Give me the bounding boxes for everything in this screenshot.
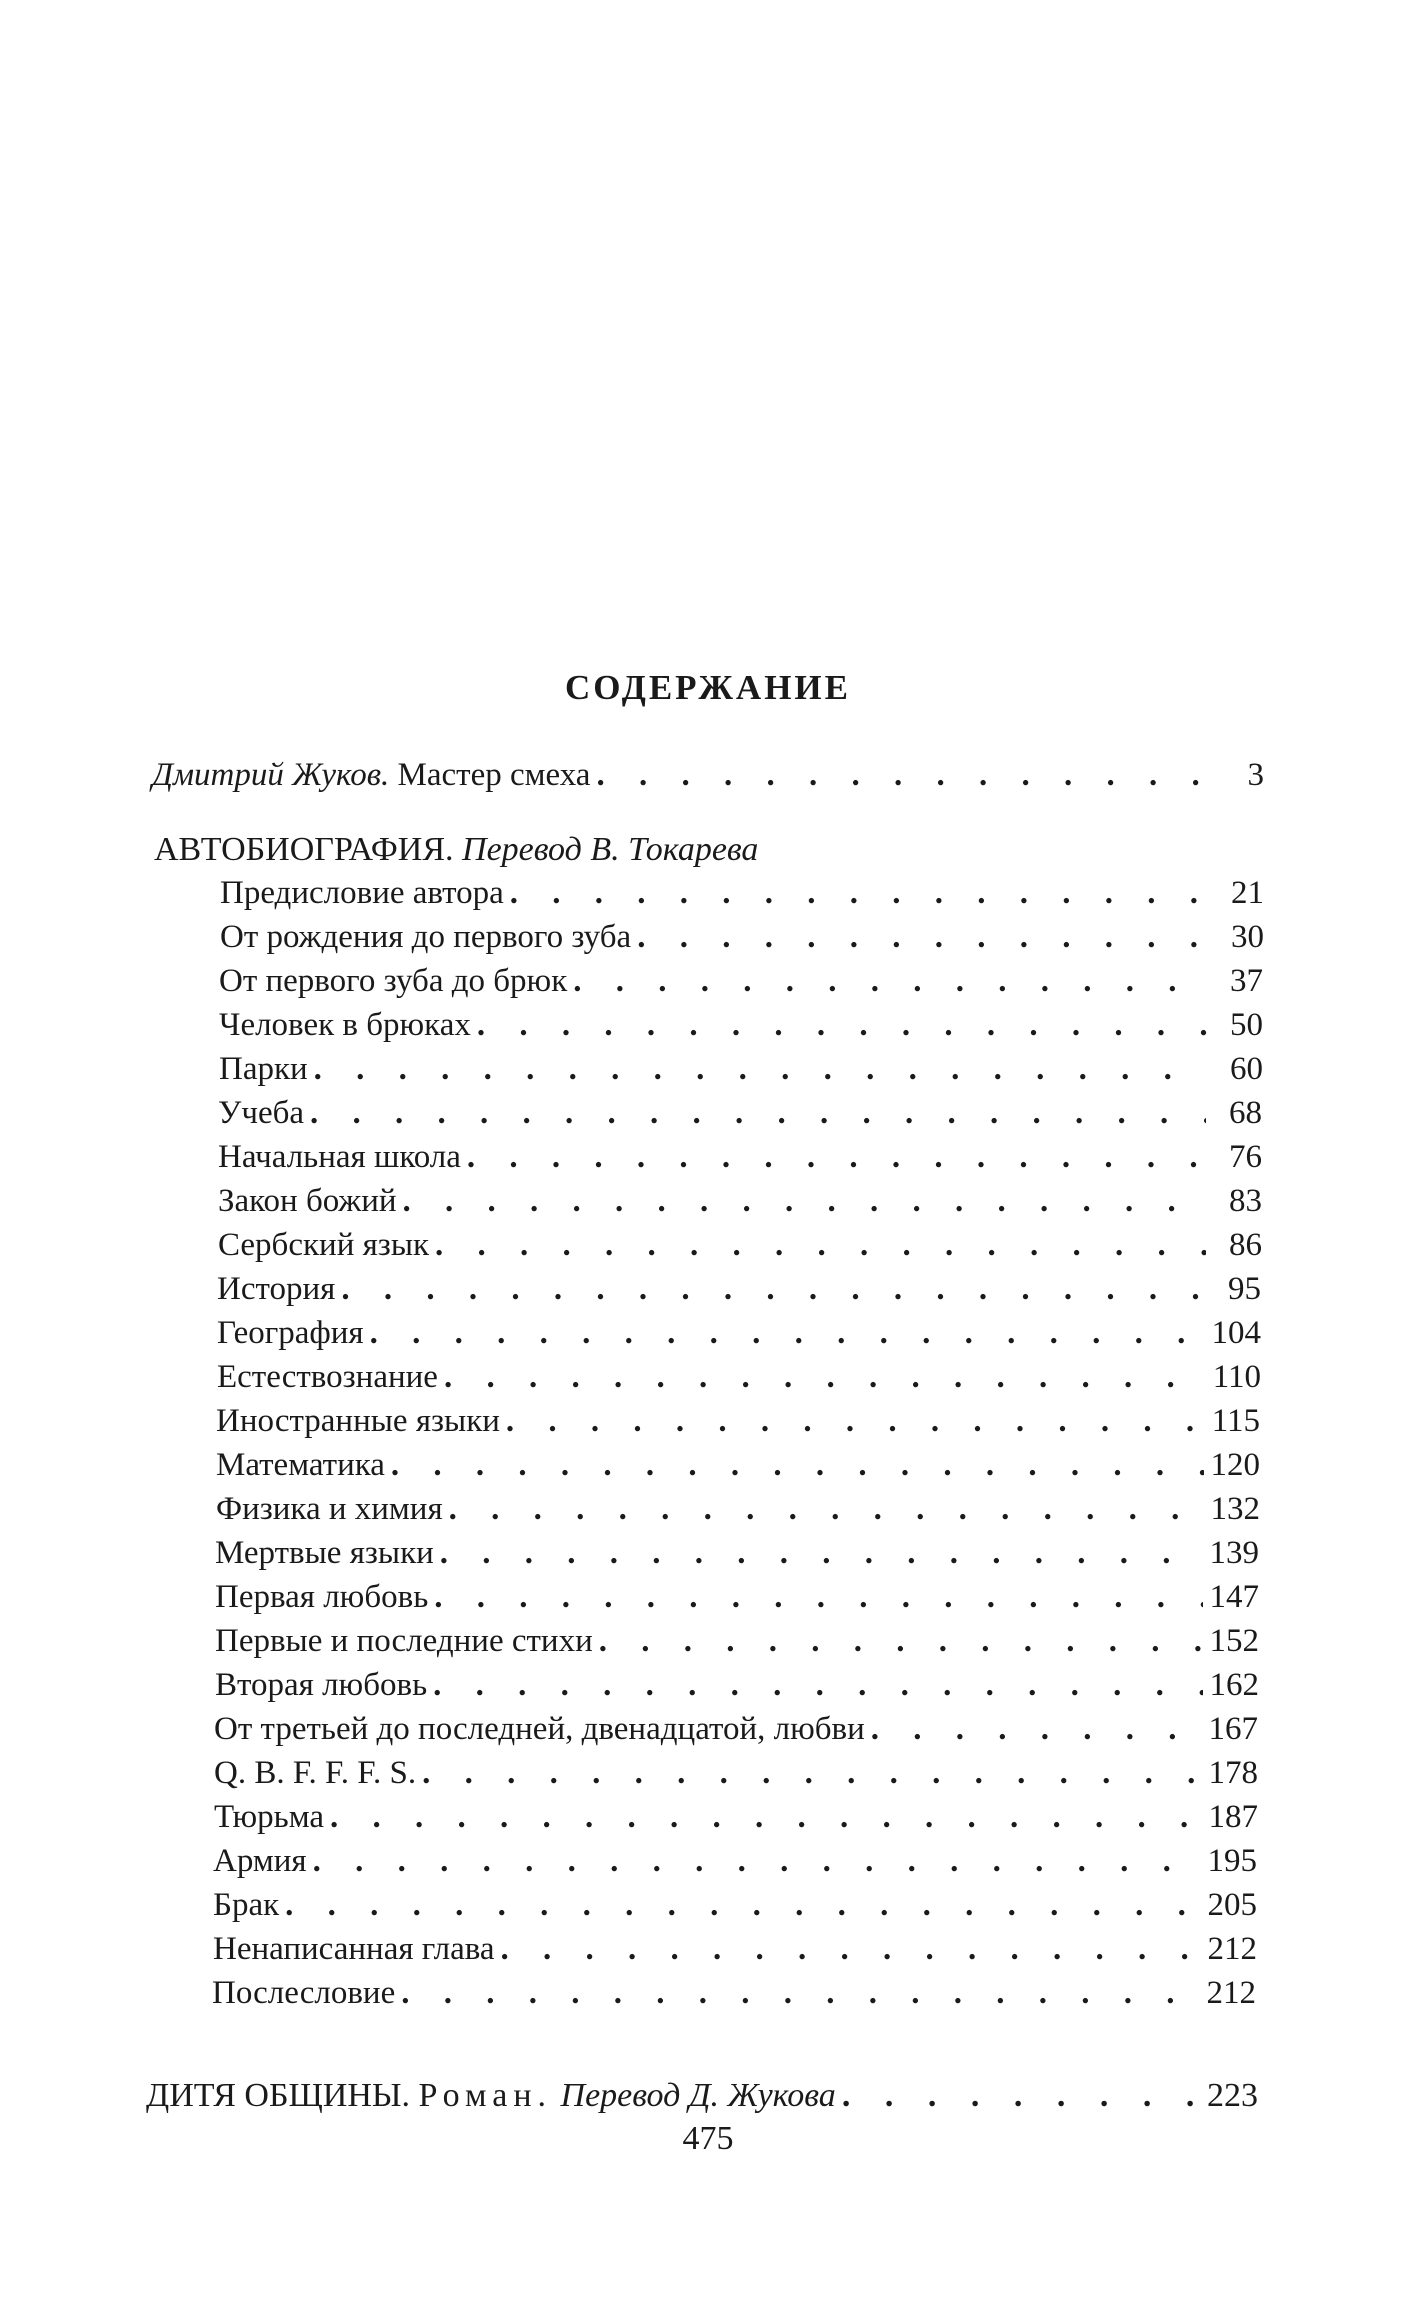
page-number: 212 <box>1206 1975 1256 2011</box>
dot-leader <box>573 959 1207 1003</box>
toc-entry-chapter[interactable] <box>217 1267 1261 1311</box>
toc-entry-chapter[interactable] <box>214 1707 1258 1751</box>
toc-entry-chapter[interactable] <box>215 1663 1259 1707</box>
toc-entry-chapter[interactable] <box>216 1443 1260 1487</box>
dot-leader <box>842 2074 1201 2118</box>
chapter-title: Первые и последние стихи <box>215 1623 593 1659</box>
dot-leader <box>871 1707 1202 1751</box>
chapter-title: Армия <box>213 1843 307 1879</box>
dot-leader <box>341 1267 1205 1311</box>
page-number: 21 <box>1231 875 1264 911</box>
dot-leader <box>403 1179 1206 1223</box>
toc-entry-chapter[interactable] <box>213 1883 1257 1927</box>
chapter-title: Учеба <box>218 1095 305 1131</box>
page-number: 3 <box>1247 757 1264 793</box>
toc-entry-chapter[interactable] <box>218 1223 1262 1267</box>
toc-entry-chapter[interactable] <box>217 1355 1261 1399</box>
toc-entry-chapter[interactable] <box>214 1751 1258 1795</box>
section-title: АВТОБИОГРАФИЯ. <box>154 831 454 868</box>
page-number: 95 <box>1228 1271 1261 1307</box>
toc-entry-chapter[interactable] <box>219 1003 1263 1047</box>
toc-entry-chapter[interactable] <box>219 1047 1263 1091</box>
toc-entry-chapter[interactable] <box>218 1091 1262 1135</box>
chapter-title: Человек в брюках <box>219 1007 471 1043</box>
chapter-title: Естествознание <box>217 1359 438 1395</box>
page-number: 86 <box>1229 1227 1262 1263</box>
section-translator: Перевод В. Токарева <box>462 831 759 868</box>
toc-entry-chapter[interactable] <box>215 1575 1259 1619</box>
dot-leader <box>501 1927 1201 1971</box>
toc-entry-chapter[interactable] <box>215 1531 1259 1575</box>
page-title: СОДЕРЖАНИЕ <box>564 668 851 707</box>
dot-leader <box>434 1575 1203 1619</box>
page-number: 139 <box>1209 1535 1259 1571</box>
dot-leader <box>637 915 1208 959</box>
dot-leader <box>285 1883 1201 1927</box>
chapter-title: От рождения до первого зуба <box>220 919 632 955</box>
chapter-title: Сербский язык <box>218 1227 430 1263</box>
toc-entry-chapter[interactable] <box>218 1179 1262 1223</box>
toc-entry-chapter[interactable] <box>213 1927 1257 1971</box>
author-name: Дмитрий Жуков. <box>152 757 390 793</box>
chapter-title: Q. B. F. F. F. S. <box>214 1755 417 1791</box>
dot-leader <box>370 1311 1205 1355</box>
page-number: 104 <box>1211 1315 1261 1351</box>
page-number: 83 <box>1229 1183 1262 1219</box>
toc-entry-title <box>152 753 590 797</box>
toc-entry-chapter[interactable] <box>214 1795 1258 1839</box>
page-number: 30 <box>1231 919 1264 955</box>
page-number: 167 <box>1208 1711 1258 1747</box>
toc-entry-chapter[interactable] <box>220 915 1264 959</box>
chapter-title: Мертвые языки <box>215 1535 434 1571</box>
toc-entry-chapter[interactable] <box>212 1971 1256 2015</box>
dot-leader <box>330 1795 1202 1839</box>
chapter-title: Послесловие <box>212 1975 396 2011</box>
page-number: 76 <box>1229 1139 1262 1175</box>
page-number: 195 <box>1207 1843 1257 1879</box>
dot-leader <box>444 1355 1205 1399</box>
page-number: 60 <box>1230 1051 1263 1087</box>
chapter-title: От первого зуба до брюк <box>219 963 568 999</box>
chapter-title: Начальная школа <box>218 1139 461 1175</box>
page-number: 115 <box>1211 1403 1260 1439</box>
page-number: 152 <box>1209 1623 1259 1659</box>
dot-leader <box>449 1487 1204 1531</box>
chapter-title: География <box>217 1315 364 1351</box>
toc-entry-title <box>146 2074 836 2118</box>
toc-entry-intro[interactable] <box>152 753 1264 797</box>
toc-entry-chapter[interactable] <box>219 959 1263 1003</box>
dot-leader <box>467 1135 1206 1179</box>
toc-entry-chapter[interactable] <box>218 1135 1262 1179</box>
chapter-title: Физика и химия <box>216 1491 443 1527</box>
chapter-title: История <box>217 1271 336 1307</box>
page-number: 50 <box>1230 1007 1263 1043</box>
chapter-title: Закон божий <box>218 1183 397 1219</box>
chapter-title: Предисловие автора <box>220 875 504 911</box>
page-number: 223 <box>1207 2077 1258 2114</box>
page-number: 147 <box>1209 1579 1259 1615</box>
page-number: 110 <box>1212 1359 1261 1395</box>
chapter-title: Тюрьма <box>214 1799 325 1835</box>
page-number: 187 <box>1208 1799 1258 1835</box>
dot-leader <box>477 1003 1207 1047</box>
dot-leader <box>422 1751 1202 1795</box>
dot-leader <box>433 1663 1203 1707</box>
dot-leader <box>599 1619 1203 1663</box>
page-number: 37 <box>1230 963 1263 999</box>
dot-leader <box>440 1531 1203 1575</box>
toc-entry-chapter[interactable] <box>213 1839 1257 1883</box>
entry-title: Мастер смеха <box>397 757 591 793</box>
page-number: 162 <box>1209 1667 1259 1703</box>
dot-leader <box>435 1223 1206 1267</box>
dot-leader <box>510 871 1208 915</box>
toc-entry-chapter[interactable] <box>216 1399 1260 1443</box>
chapter-title: Брак <box>213 1887 280 1923</box>
dot-leader <box>313 1839 1201 1883</box>
dot-leader <box>506 1399 1204 1443</box>
page-number: 205 <box>1207 1887 1257 1923</box>
toc-entry-novel[interactable] <box>146 2074 1258 2118</box>
page-number: 68 <box>1229 1095 1262 1131</box>
page-folio: 475 <box>682 2120 734 2157</box>
chapter-title: Вторая любовь <box>215 1667 428 1703</box>
page-number: 120 <box>1210 1447 1260 1483</box>
dot-leader <box>401 1971 1200 2015</box>
page-number: 178 <box>1208 1755 1258 1791</box>
toc-entry-chapter[interactable] <box>217 1311 1261 1355</box>
dot-leader <box>314 1047 1207 1091</box>
toc-entry-chapter[interactable] <box>220 871 1264 915</box>
chapter-title: Первая любовь <box>215 1579 429 1615</box>
chapter-title: Парки <box>219 1051 308 1087</box>
chapter-title: Иностранные языки <box>216 1403 500 1439</box>
novel-title: ДИТЯ ОБЩИНЫ. <box>146 2077 411 2114</box>
novel-genre: Роман. <box>418 2077 553 2114</box>
page-number: 212 <box>1207 1931 1257 1967</box>
dot-leader <box>310 1091 1206 1135</box>
novel-translator: Перевод Д. Жукова <box>560 2077 836 2114</box>
chapter-title: Математика <box>216 1447 385 1483</box>
section-heading-autobiography[interactable] <box>154 828 758 872</box>
toc-entry-chapter[interactable] <box>216 1487 1260 1531</box>
page-number: 132 <box>1210 1491 1260 1527</box>
chapter-title: Ненаписанная глава <box>213 1931 495 1967</box>
dot-leader <box>596 753 1208 797</box>
chapter-title: От третьей до последней, двенадцатой, любви <box>214 1711 865 1747</box>
dot-leader <box>391 1443 1204 1487</box>
toc-entry-chapter[interactable] <box>215 1619 1259 1663</box>
